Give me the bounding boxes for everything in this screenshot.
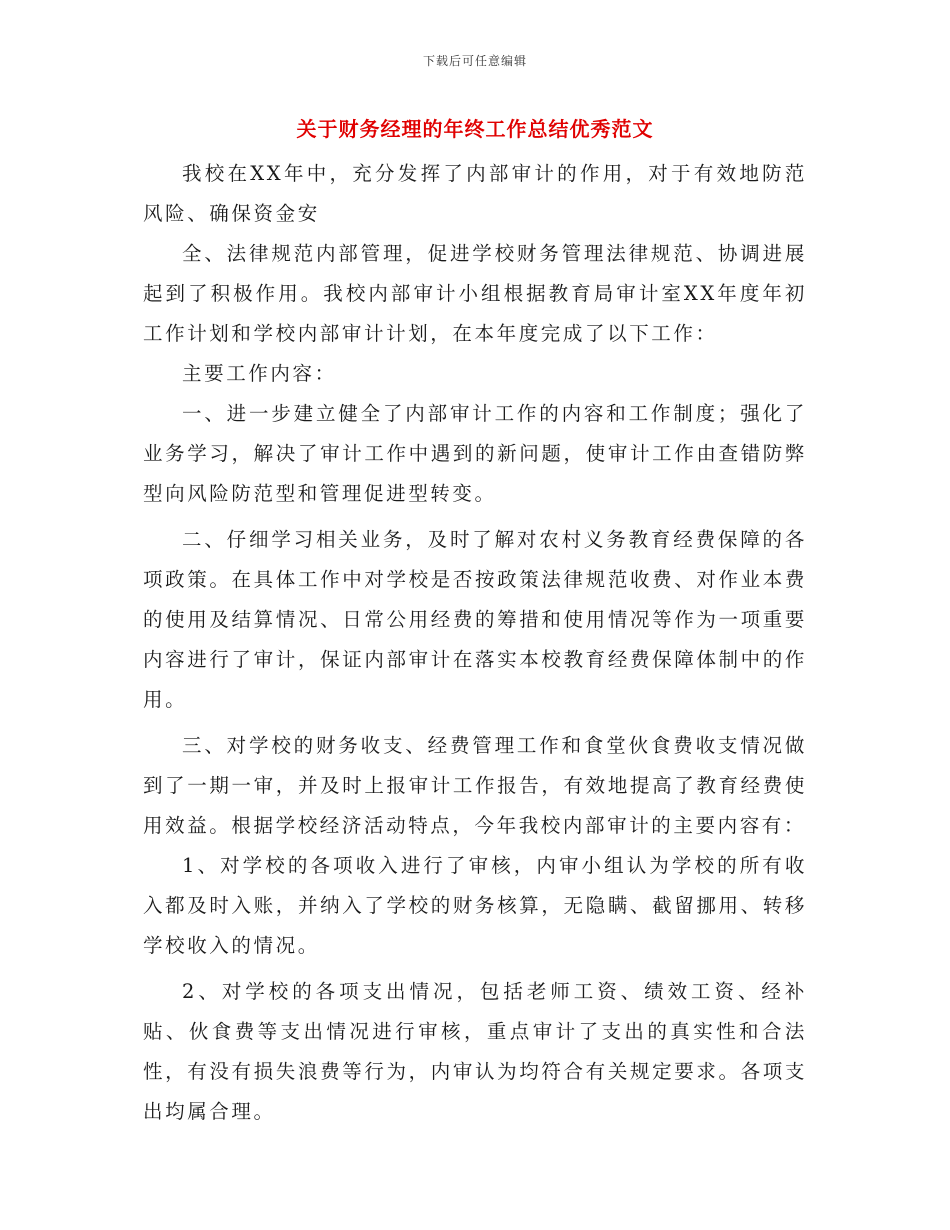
paragraph-item-one: 一、进一步建立健全了内部审计工作的内容和工作制度；强化了业务学习，解决了审计工作中遇到的新问题，使审计工作由查错防弊型向风险防范型和管理促进型转变。	[143, 402, 807, 505]
paragraph-item-two: 二、仔细学习相关业务，及时了解对农村义务教育经费保障的各项政策。在具体工作中对学校是否按政策法律规范收费、对作业本费的使用及结算情况、日常公用经费的筹措和使用情况等作为一项重要内容进行了审计，保证内部审计在落实本校教育经费保障体制中的作用。	[143, 528, 807, 711]
header-note: 下载后可任意编辑	[422, 54, 527, 68]
paragraph-sub-item-one: 1、对学校的各项收入进行了审核，内审小组认为学校的所有收入都及时入账，并纳入了学校的财务核算，无隐瞒、截留挪用、转移学校收入的情况。	[143, 854, 807, 957]
paragraph-sub-item-two: 2、对学校的各项支出情况，包括老师工资、绩效工资、经补贴、伙食费等支出情况进行审核，重点审计了支出的真实性和合法性，有没有损失浪费等行为，内审认为均符合有关规定要求。各项支出均属合理。	[143, 980, 807, 1123]
paragraph-intro-continued: 全、法律规范内部管理，促进学校财务管理法律规范、协调进展起到了积极作用。我校内部审计小组根据教育局审计室XX年度年初工作计划和学校内部审计计划，在本年度完成了以下工作：	[143, 242, 807, 345]
document-title: 关于财务经理的年终工作总结优秀范文	[296, 117, 654, 141]
document-body	[143, 154, 807, 1132]
paragraph-intro: 我校在XX年中，充分发挥了内部审计的作用，对于有效地防范风险、确保资金安	[143, 162, 807, 225]
paragraph-main-content-heading: 主要工作内容：	[182, 362, 337, 385]
paragraph-item-three: 三、对学校的财务收支、经费管理工作和食堂伙食费收支情况做到了一期一审，并及时上报审计工作报告，有效地提高了教育经费使用效益。根据学校经济活动特点，今年我校内部审计的主要内容有：	[143, 734, 807, 837]
